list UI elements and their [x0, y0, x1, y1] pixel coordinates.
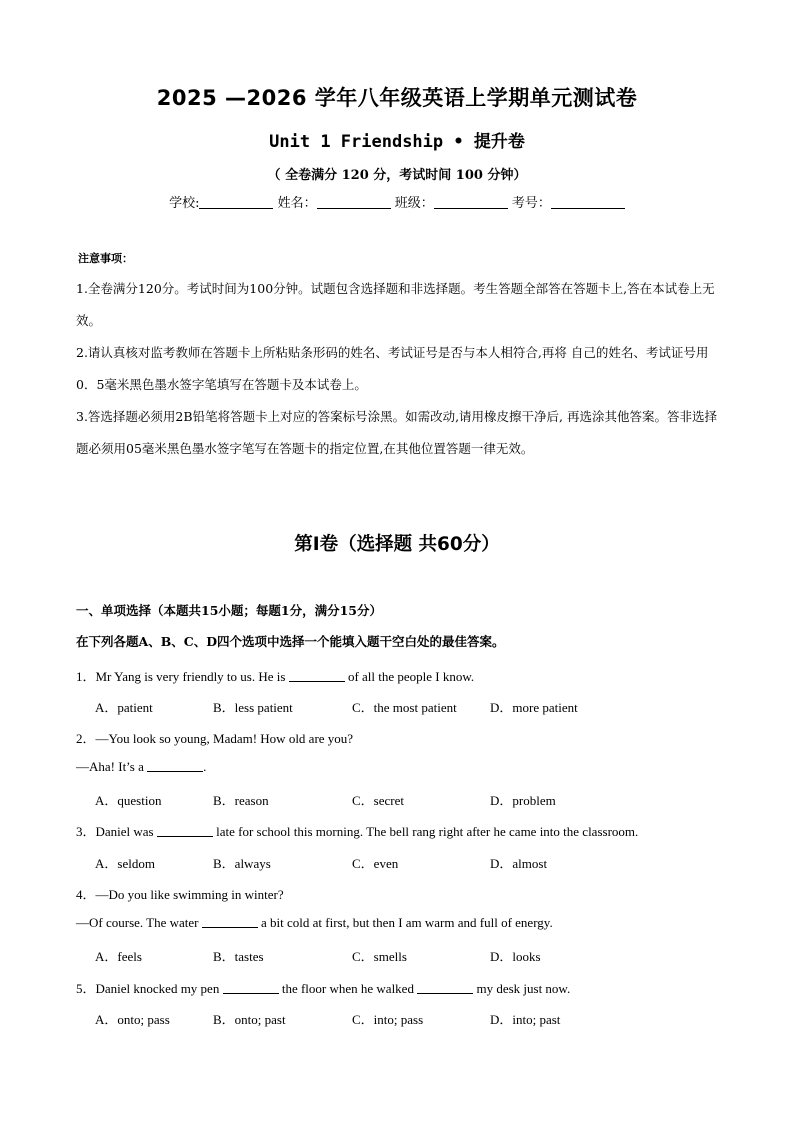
student-info-fields: [0, 192, 794, 211]
question-5: [76, 978, 570, 997]
question-1: [76, 666, 474, 685]
option-b: B．tastes: [213, 949, 264, 964]
option-a: A．question: [95, 793, 162, 808]
class-label: 班级：: [394, 196, 434, 211]
question-3-text-start: 3．Daniel was: [76, 824, 157, 839]
part-instruction: 在下列各题A、B、C、D四个选项中选择一个能填入题干空白处的最佳答案。: [76, 634, 505, 649]
notice-item-3: 3.答选择题必须用2B铅笔将答题卡上对应的答案标号涂黑。如需改动,请用橡皮擦干净后, 再选涂其他答案。答非选择题必须用05毫米黑色墨水签字笔写在答题卡的指定位置,在其他位置答题一律无效。: [76, 409, 717, 456]
question-4-line-1: 4．—Do you like swimming in winter?: [76, 887, 284, 902]
option-d: D．almost: [490, 856, 548, 871]
question-4-line-2: [76, 915, 553, 931]
answer-blank: [417, 981, 473, 994]
notice-item-2: 2.请认真核对监考教师在答题卡上所粘贴条形码的姓名、考试证号是否与本人相符合,再将 自己的姓名、考试证号用0．5毫米黑色墨水签字笔填写在答题卡及本试卷上。: [76, 345, 709, 392]
option-c: C．smells: [352, 949, 407, 964]
option-b: B．onto; past: [213, 1012, 286, 1027]
exam-subtitle: Unit 1 Friendship • 提升卷: [269, 132, 525, 152]
part-heading: 一、单项选择（本题共15小题；每题1分，满分15分）: [76, 603, 382, 618]
name-label: 姓名：: [277, 196, 317, 211]
answer-blank: [147, 759, 203, 772]
answer-blank: [289, 669, 345, 682]
class-blank[interactable]: [434, 195, 508, 209]
option-b: B．reason: [213, 793, 269, 808]
question-5-text-middle: the floor when he walked: [278, 981, 418, 996]
question-3-text-end: late for school this morning. The bell rang right after he came into the classroom.: [212, 824, 639, 839]
question-4-text-end: a bit cold at first, but then I am warm and full of energy.: [257, 915, 553, 930]
question-5-text-end: my desk just now.: [473, 981, 571, 996]
option-d: D．problem: [490, 793, 556, 808]
exam-title: 2025 —2026 学年八年级英语上学期单元测试卷: [156, 86, 638, 110]
option-b: B．less patient: [213, 700, 293, 715]
option-c: C．into; pass: [352, 1012, 424, 1027]
school-blank[interactable]: [199, 195, 273, 209]
school-label: 学校:: [169, 196, 200, 211]
name-blank[interactable]: [317, 195, 391, 209]
question-2-text-end: .: [203, 759, 207, 774]
answer-blank: [223, 981, 279, 994]
question-5-text-start: 5．Daniel knocked my pen: [76, 981, 223, 996]
score-time-line: （ 全卷满分 120 分，考试时间 100 分钟）: [267, 168, 527, 183]
question-2-line-2: [76, 759, 206, 775]
option-a: A．feels: [95, 949, 142, 964]
question-1-text-start: 1．Mr Yang is very friendly to us. He is: [76, 669, 289, 684]
option-a: A．patient: [95, 700, 153, 715]
notice-item-1: 1.全卷满分120分。考试时间为100分钟。试题包含选择题和非选择题。考生答题全部答在答题卡上,答在本试卷上无效。: [76, 281, 715, 328]
answer-blank: [157, 824, 213, 837]
answer-blank: [202, 915, 258, 928]
option-d: D．more patient: [490, 700, 578, 715]
section-title: 第Ⅰ卷（选择题 共60分）: [294, 534, 500, 555]
question-3: [76, 821, 638, 840]
option-a: A．seldom: [95, 856, 155, 871]
option-a: A．onto; pass: [95, 1012, 170, 1027]
option-c: C．even: [352, 856, 399, 871]
notice-heading: 注意事项：: [78, 252, 133, 265]
option-c: C．secret: [352, 793, 404, 808]
option-d: D．looks: [490, 949, 541, 964]
exam-number-label: 考号：: [511, 196, 551, 211]
option-c: C．the most patient: [352, 700, 457, 715]
option-d: D．into; past: [490, 1012, 561, 1027]
question-2-text-start: —Aha! It’s a: [76, 759, 148, 774]
option-b: B．always: [213, 856, 271, 871]
question-1-text-end: of all the people I know.: [344, 669, 475, 684]
question-2-line-1: 2．—You look so young, Madam! How old are you?: [76, 731, 354, 746]
question-4-text-start: —Of course. The water: [76, 915, 202, 930]
exam-number-blank[interactable]: [551, 195, 625, 209]
